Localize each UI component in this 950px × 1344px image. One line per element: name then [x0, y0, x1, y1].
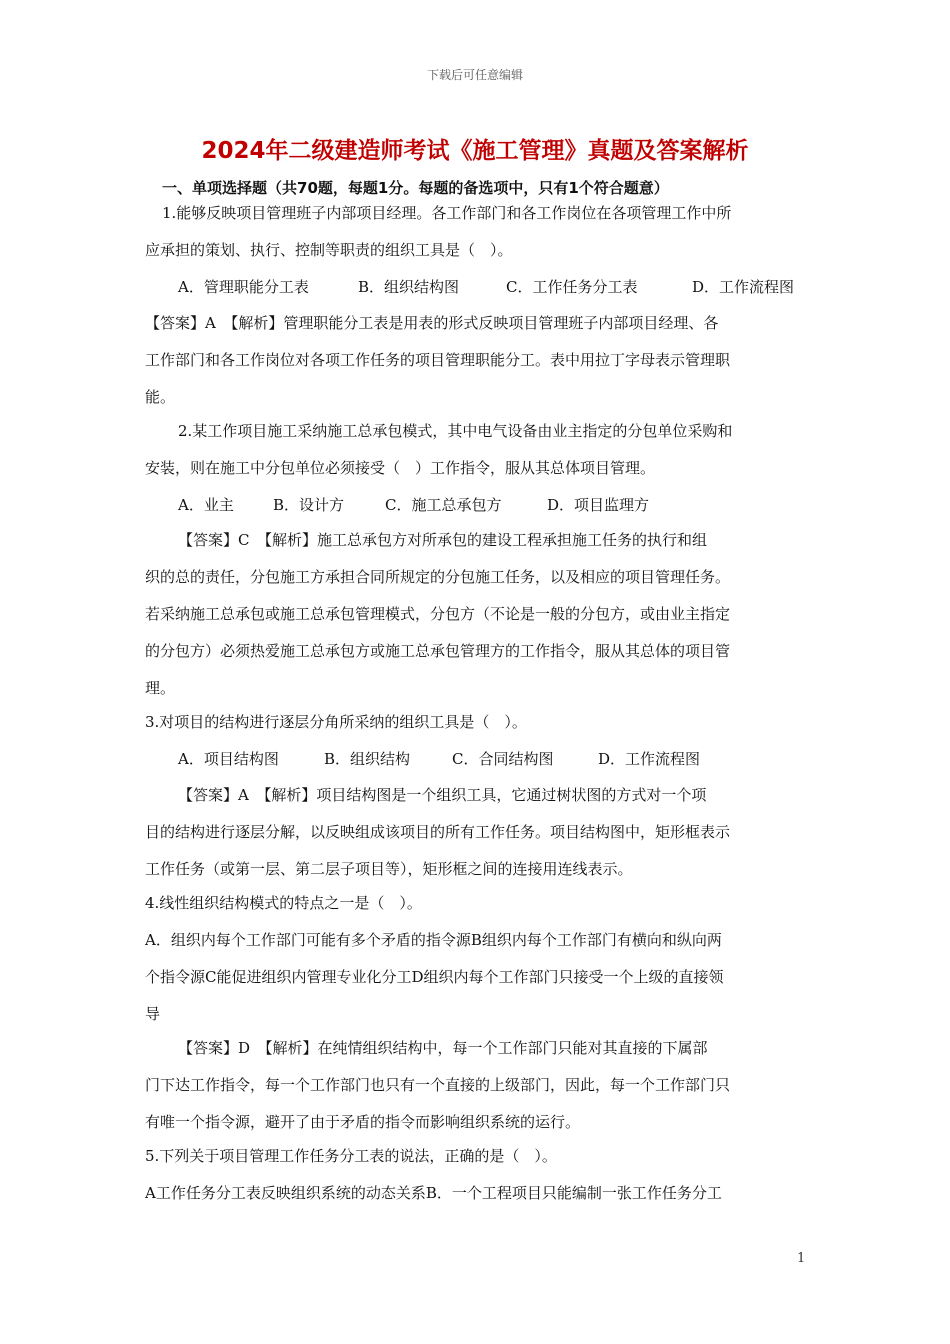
q4-answer-line-1: 【答案】D 【解析】在纯情组织结构中，每一个工作部门只能对其直接的下属部: [178, 1039, 708, 1057]
q2-answer-line-1: 【答案】C 【解析】施工总承包方对所承包的建设工程承担施工任务的执行和组: [178, 531, 707, 549]
q3-options: [178, 748, 700, 769]
q4-line-1: 4.线性组织结构模式的特点之一是（ ）。: [145, 894, 422, 912]
q3-line-1: 3.对项目的结构进行逐层分角所采纳的组织工具是（ ）。: [145, 713, 527, 731]
q1-answer-line-2: 工作部门和各工作岗位对各项工作任务的项目管理职能分工。表中用拉丁字母表示管理职: [145, 351, 731, 369]
q5-line-1: 5.下列关于项目管理工作任务分工表的说法，正确的是（ ）。: [145, 1147, 557, 1165]
q1-option-c: C．工作任务分工表: [506, 278, 638, 296]
q2-option-a: A．业主: [178, 496, 234, 514]
q2-line-1: 2.某工作项目施工采纳施工总承包模式，其中电气设备由业主指定的分包单位采购和: [178, 422, 733, 440]
q3-option-d: D．工作流程图: [598, 750, 701, 768]
q3-answer-line-3: 工作任务（或第一层、第二层子项目等），矩形框之间的连接用连线表示。: [145, 860, 633, 878]
section-heading: 一、单项选择题（共70题，每题1分。每题的备选项中，只有1个符合题意）: [162, 179, 669, 197]
q1-option-d: D．工作流程图: [692, 278, 795, 296]
q3-option-c: C．合同结构图: [452, 750, 554, 768]
q4-answer-line-2: 门下达工作指令，每一个工作部门也只有一个直接的上级部门，因此，每一个工作部门只: [145, 1076, 731, 1094]
q2-answer-line-3: 若采纳施工总承包或施工总承包管理模式，分包方（不论是一般的分包方，或由业主指定: [145, 605, 731, 623]
q3-option-b: B．组织结构: [324, 750, 411, 768]
q1-answer-line-3: 能。: [145, 388, 176, 406]
document-title: 2024年二级建造师考试《施工管理》真题及答案解析: [201, 138, 749, 164]
q2-option-b: B．设计方: [273, 496, 345, 514]
q1-option-b: B．组织结构图: [358, 278, 460, 296]
q2-option-d: D．项目监理方: [547, 496, 650, 514]
q1-answer-line-1: 【答案】A 【解析】管理职能分工表是用表的形式反映项目管理班子内部项目经理、各: [145, 314, 719, 332]
q1-options: [178, 276, 794, 297]
q1-option-a: A．管理职能分工表: [178, 278, 309, 296]
q5-options-line-1: A工作任务分工表反映组织系统的动态关系B．一个工程项目只能编制一张工作任务分工: [145, 1184, 722, 1202]
q4-answer-line-3: 有唯一个指令源，避开了由于矛盾的指令而影响组织系统的运行。: [145, 1113, 581, 1131]
q1-line-1: 1.能够反映项目管理班子内部项目经理。各工作部门和各工作岗位在各项管理工作中所: [162, 204, 732, 222]
q1-line-2: 应承担的策划、执行、控制等职责的组织工具是（ ）。: [145, 241, 513, 259]
q2-line-2: 安装，则在施工中分包单位必须接受（ ）工作指令，服从其总体项目管理。: [145, 459, 656, 477]
q3-answer-line-1: 【答案】A 【解析】项目结构图是一个组织工具，它通过树状图的方式对一个项: [178, 786, 707, 804]
page-header: 下载后可任意编辑: [426, 68, 523, 82]
q2-answer-line-2: 织的总的责任，分包施工方承担合同所规定的分包施工任务，以及相应的项目管理任务。: [145, 568, 731, 586]
q4-options-line-3: 导: [145, 1005, 161, 1023]
q2-option-c: C．施工总承包方: [385, 496, 502, 514]
q2-answer-line-4: 的分包方）必须热爱施工总承包方或施工总承包管理方的工作指令，服从其总体的项目管: [145, 642, 731, 660]
q2-answer-line-5: 理。: [145, 679, 176, 697]
q2-options: [178, 494, 649, 515]
q3-option-a: A．项目结构图: [178, 750, 279, 768]
q3-answer-line-2: 目的结构进行逐层分解，以反映组成该项目的所有工作任务。项目结构图中，矩形框表示: [145, 823, 731, 841]
q4-options-line-2: 个指令源C能促进组织内管理专业化分工D组织内每个工作部门只接受一个上级的直接领: [145, 968, 724, 986]
page-number: 1: [797, 1251, 806, 1266]
q4-options-line-1: A．组织内每个工作部门可能有多个矛盾的指令源B组织内每个工作部门有横向和纵向两: [145, 931, 722, 949]
